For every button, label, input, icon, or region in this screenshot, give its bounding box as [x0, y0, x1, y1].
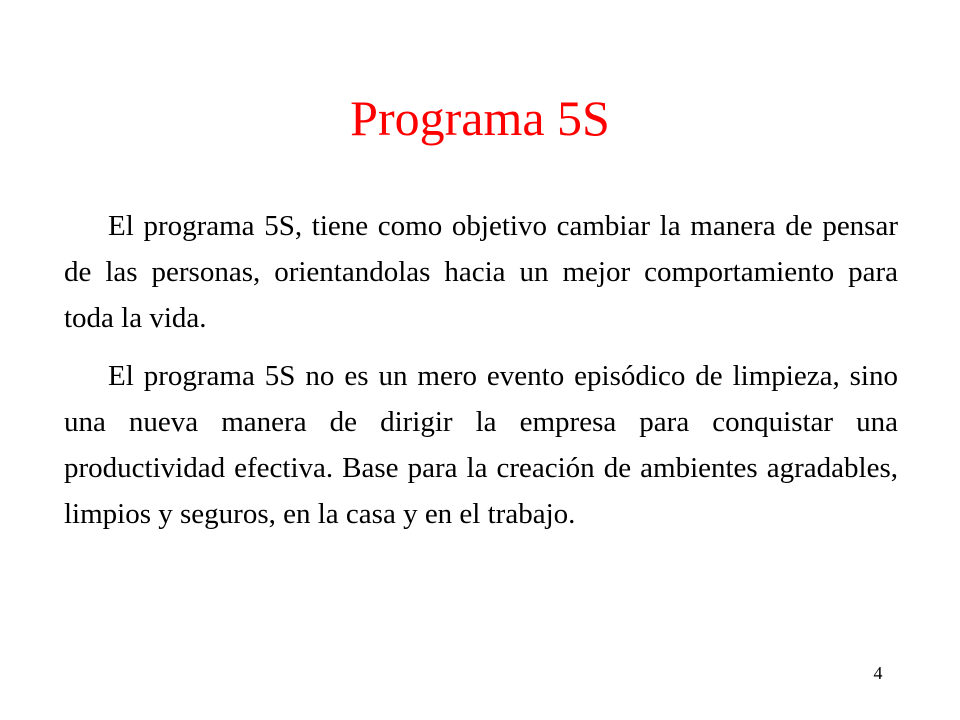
paragraph-description: El programa 5S no es un mero evento episódico de limpieza, sino una nueva manera de dirigir la empresa para conquistar una productividad efectiva. Base para la creación de ambientes agradables, limpios y seguros, en la casa y en el trabajo.	[64, 360, 898, 530]
slide-body	[64, 203, 898, 549]
paragraph-objective: El programa 5S, tiene como objetivo cambiar la manera de pensar de las personas, orientandolas hacia un mejor comportamiento para toda la vida.	[64, 210, 898, 334]
page-number: 4	[873, 663, 883, 683]
slide-title: Programa 5S	[350, 90, 610, 146]
